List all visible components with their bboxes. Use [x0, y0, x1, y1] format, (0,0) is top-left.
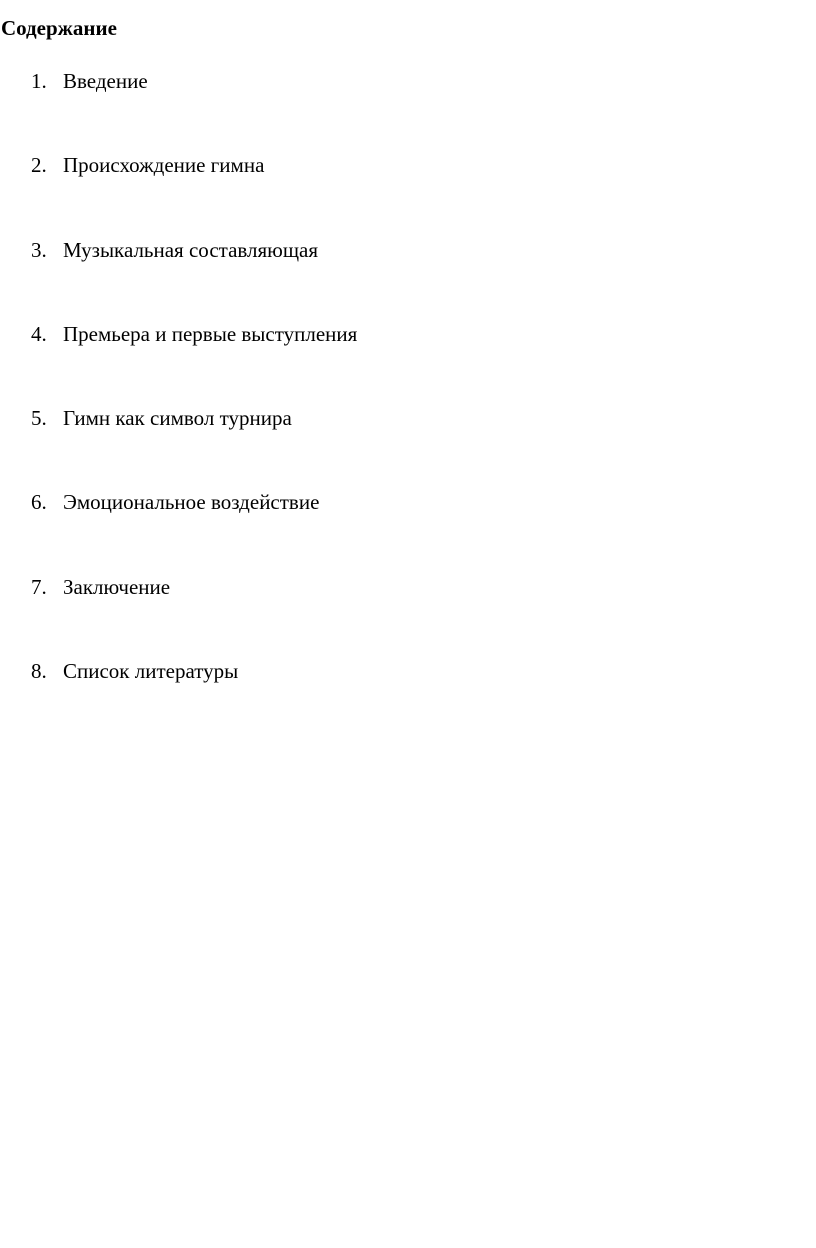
toc-item-number: 5. — [31, 406, 47, 431]
toc-item-number: 2. — [31, 153, 47, 178]
toc-title: Содержание — [1, 16, 117, 40]
toc-item — [0, 66, 816, 150]
toc-item — [0, 656, 816, 740]
toc-item-text: Происхождение гимна — [63, 153, 265, 178]
toc-item-number: 3. — [31, 237, 47, 262]
toc-item-number: 8. — [31, 659, 47, 684]
toc-item — [0, 319, 816, 403]
toc-item-text: Введение — [63, 69, 148, 93]
toc-item — [0, 150, 816, 234]
toc-item — [0, 572, 816, 656]
toc-item — [0, 487, 816, 571]
toc-item-text: Заключение — [63, 574, 171, 599]
toc-item-text: Гимн как символ турнира — [63, 406, 292, 431]
toc-item — [0, 403, 816, 487]
toc-item-text: Список литературы — [63, 659, 239, 684]
toc-item-number: 1. — [31, 69, 47, 93]
toc-item-text: Эмоциональное воздействие — [63, 490, 320, 515]
toc-list — [0, 66, 816, 740]
toc-item-text: Премьера и первые выступления — [63, 321, 358, 346]
toc-item-number: 6. — [31, 490, 47, 515]
toc-item — [0, 235, 816, 319]
toc-item-text: Музыкальная составляющая — [63, 237, 319, 262]
toc-item-number: 7. — [31, 574, 47, 599]
toc-item-number: 4. — [31, 321, 47, 346]
